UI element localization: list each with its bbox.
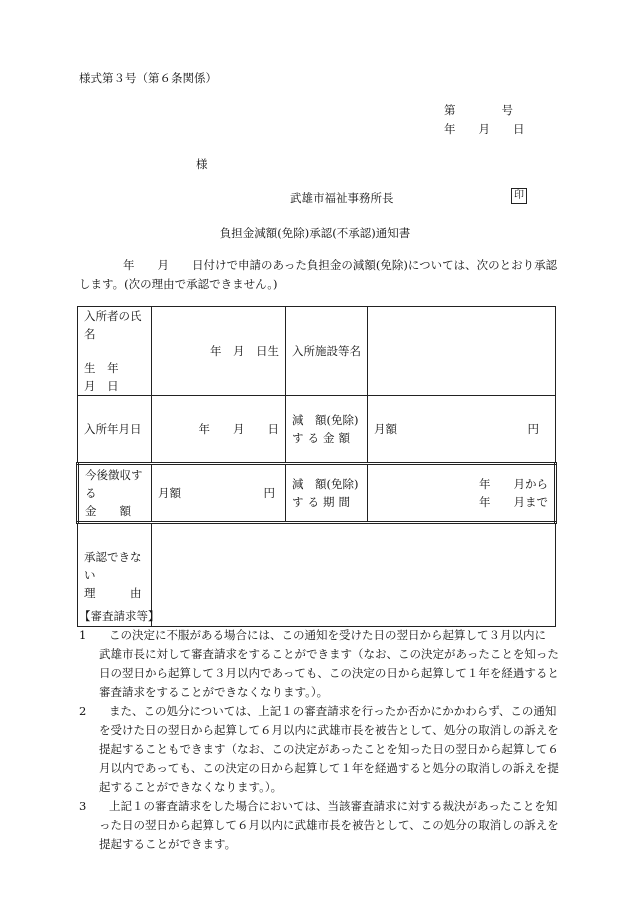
table-row-name (78, 307, 556, 396)
facility-value-cell[interactable] (368, 307, 556, 396)
future-monthly-label: 月額 (158, 486, 181, 500)
reason-label-1: 承認できない (84, 550, 142, 582)
note-number: 2 (79, 704, 87, 718)
admission-label-cell (78, 396, 152, 464)
note-text: 上記１の審査請求をした場合においては、当該審査請求に対する裁決があったことを知った日の翌日から起算して６月以内に武雄市長を被告として、この処分の取消しの訴えを提起することができます。 (99, 799, 559, 851)
reduction-period-value-cell[interactable] (368, 464, 556, 523)
note-item (79, 702, 559, 797)
addressee-honorific: 様 (196, 157, 208, 171)
admission-label: 入所年月日 (84, 422, 142, 436)
future-yen-unit: 円 (263, 486, 275, 500)
birthdate-value-cell[interactable] (152, 307, 286, 396)
reduction-period-label-cell (286, 464, 368, 523)
reduction-amount-value-cell[interactable] (368, 396, 556, 464)
facility-label: 入所施設等名 (292, 344, 361, 358)
table-row-admission (78, 396, 556, 464)
period-to: 年 月まで (479, 495, 548, 509)
table-row-future-amount (78, 464, 556, 523)
note-number: 1 (79, 628, 87, 642)
admission-value-cell[interactable] (152, 396, 286, 464)
reduction-label-1: 減 額(免除) (292, 413, 359, 427)
yen-unit: 円 (527, 422, 539, 436)
notice-form-table (76, 306, 557, 627)
monthly-amount-label: 月額 (374, 422, 397, 436)
facility-label-cell (286, 307, 368, 396)
future-amount-label-2: 金 額 (85, 504, 131, 518)
period-from: 年 月から (479, 477, 548, 491)
future-amount-label-1: 今後徴収する (85, 468, 143, 500)
reduction-amount-label-cell (286, 396, 368, 464)
future-amount-label-cell (78, 464, 152, 523)
reduction-label-2: する金額 (292, 431, 354, 445)
note-text: この決定に不服がある場合には、この通知を受けた日の翌日から起算して３月以内に (109, 628, 546, 642)
name-label: 入所者の氏名 (84, 309, 142, 341)
issuer-name: 武雄市福祉事務所長 (290, 191, 394, 205)
notice-body-text (79, 256, 559, 294)
period-label-1: 減 額(免除) (292, 477, 359, 491)
document-number-line: 第 号 (444, 103, 513, 117)
note-item (79, 797, 559, 854)
appeal-notes (79, 607, 559, 854)
note-text: また、この処分については、上記１の審査請求を行ったか否かにかかわらず、この通知を受けた日の翌日から起算して６月以内に武雄市長を被告として、処分の取消しの訴えを提起することもできます（なお、この決定があったことを知った日の翌日から起算して６月以内であっても、この決定の日から起算して１年を経過すると処分の取消しの訴えを提起することができなくなります。）。 (99, 704, 559, 794)
form-number: 様式第３号（第６条関係） (79, 71, 217, 85)
notice-body: 年 月 日付けで申請のあった負担金の減額(免除)については、次のとおり承認します。(次の理由で承認できません。) (79, 258, 558, 291)
seal-mark: 印 (511, 188, 527, 204)
document-date-line: 年 月 日 (444, 122, 525, 136)
note-text: 武雄市長に対して審査請求をすることができます（なお、この決定があったことを知った日の翌日から起算して３月以内であっても、この決定の日から起算して１年を経過すると審査請求をすることができなくなります。）。 (99, 647, 559, 699)
document-title: 負担金減額(免除)承認(不承認)通知書 (219, 226, 411, 240)
reason-label-2: 理 由 (84, 586, 142, 600)
future-amount-value-cell[interactable] (152, 464, 286, 523)
name-birth-label-cell (78, 307, 152, 396)
birthdate-label: 生 年 月 日 (84, 361, 123, 393)
notes-heading: 【審査請求等】 (79, 609, 160, 623)
period-label-2: する期間 (292, 495, 354, 509)
note-item (79, 626, 559, 702)
admission-date-value: 年 月 日 (198, 422, 279, 436)
note-number: 3 (79, 799, 87, 813)
birthdate-suffix: 年 月 日生 (210, 344, 279, 358)
